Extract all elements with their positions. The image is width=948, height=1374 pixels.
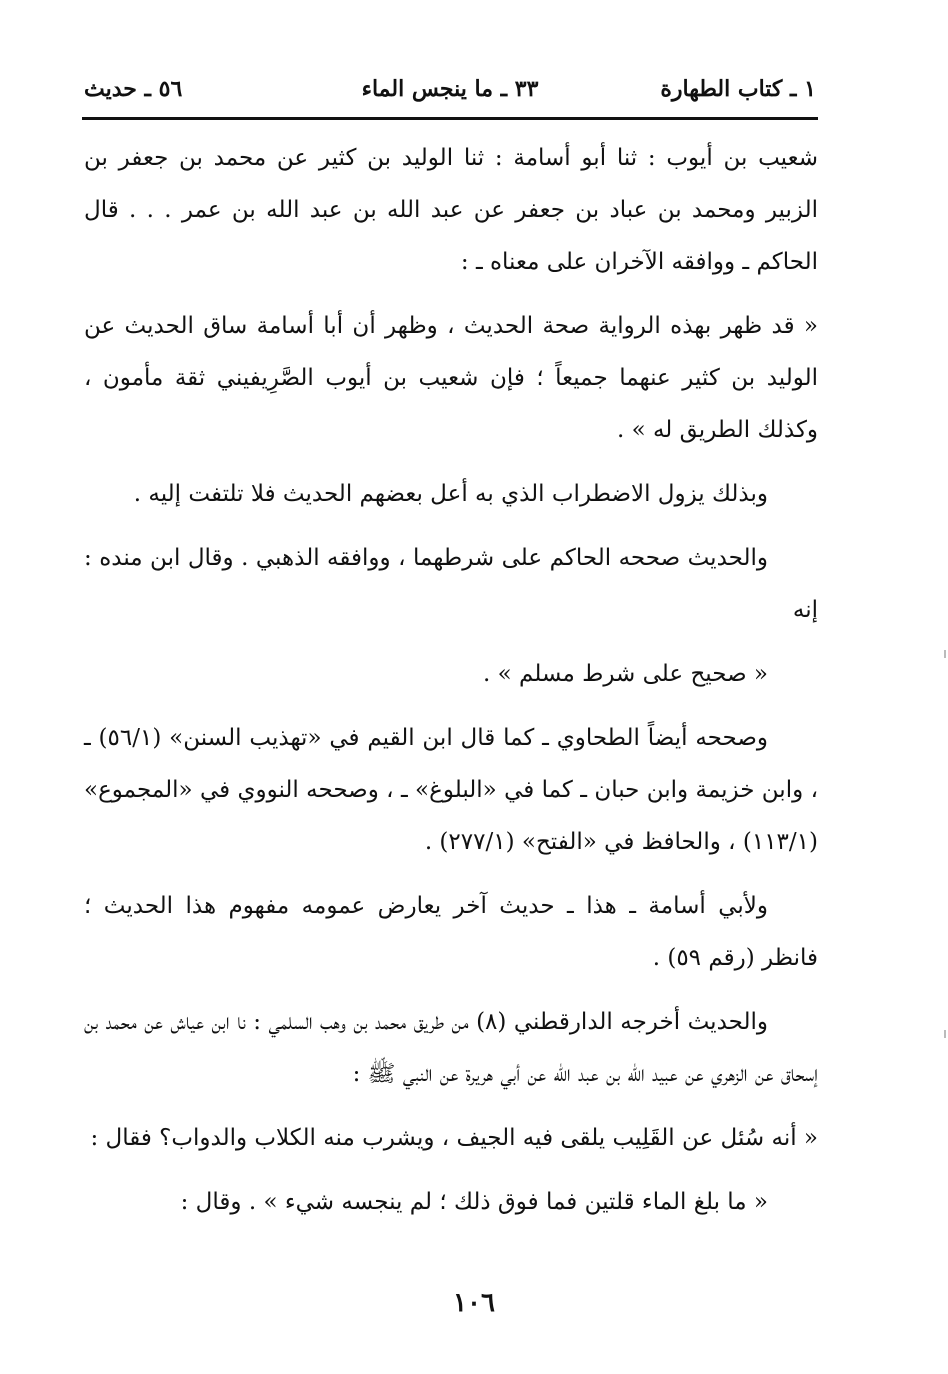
header-section: ٣٣ ـ ما ينجس الماء — [361, 76, 539, 102]
header-book-chapter: ١ ـ كتاب الطهارة — [660, 76, 816, 102]
header-rule — [82, 117, 818, 120]
scan-edge-mark — [944, 650, 946, 658]
scan-edge-mark — [944, 1030, 946, 1038]
paragraph: وصححه أيضاً الطحاوي ـ كما قال ابن القيم في «تهذيب السنن» (٥٦/١) ـ ، وابن خزيمة وابن حبان ـ كما في «البلوغ» ـ ، وصححه النووي في «المجموع» (١١٣/١) ، والحافظ في «الفتح» (٢٧٧/١) . — [84, 725, 818, 855]
paragraph: شعيب بن أيوب : ثنا أبو أسامة : ثنا الوليد بن كثير عن محمد بن جعفر بن الزبير ومحمد بن عباد بن جعفر عن عبد الله بن عبد الله بن عمر . . . قال الحاكم ـ ووافقه الآخران على معناه ـ : — [84, 145, 818, 275]
paragraph: « قد ظهر بهذه الرواية صحة الحديث ، وظهر أن أبا أسامة ساق الحديث عن الوليد بن كثير عنهما جميعاً ؛ فإن شعيب بن أيوب الصَّرِيفيني ثقة مأمون ، وكذلك الطريق له » . — [84, 313, 818, 443]
paragraph: « أنه سُئل عن القَلِيب يلقى فيه الجيف ، ويشرب منه الكلاب والدواب؟ فقال : — [90, 1125, 818, 1151]
page-number: ١٠٦ — [453, 1288, 495, 1318]
header-hadith-number: ٥٦ ـ حديث — [84, 76, 183, 102]
paragraph: « ما بلغ الماء قلتين فما فوق ذلك ؛ لم ينجسه شيء » . وقال : — [180, 1189, 768, 1215]
body-text — [84, 132, 818, 1240]
paragraph: ولأبي أسامة ـ هذا ـ حديث آخر يعارض عمومه مفهوم هذا الحديث ؛ فانظر (رقم ٥٩) . — [84, 893, 818, 971]
paragraph: والحديث صححه الحاكم على شرطهما ، ووافقه الذهبي . وقال ابن منده : إنه — [84, 545, 818, 623]
paragraph: والحديث أخرجه الدارقطني (٨) من طريق محمد بن وهب السلمي : نا ابن عياش عن محمد بن إسحاق عن الزهري عن عبيد الله بن عبد الله عن أبي هريرة عن النبي ﷺ : — [84, 1009, 818, 1087]
paragraph: « صحيح على شرط مسلم » . — [483, 661, 768, 687]
paragraph: وبذلك يزول الاضطراب الذي به أعل بعضهم الحديث فلا تلتفت إليه . — [133, 481, 768, 507]
running-header — [84, 76, 816, 116]
